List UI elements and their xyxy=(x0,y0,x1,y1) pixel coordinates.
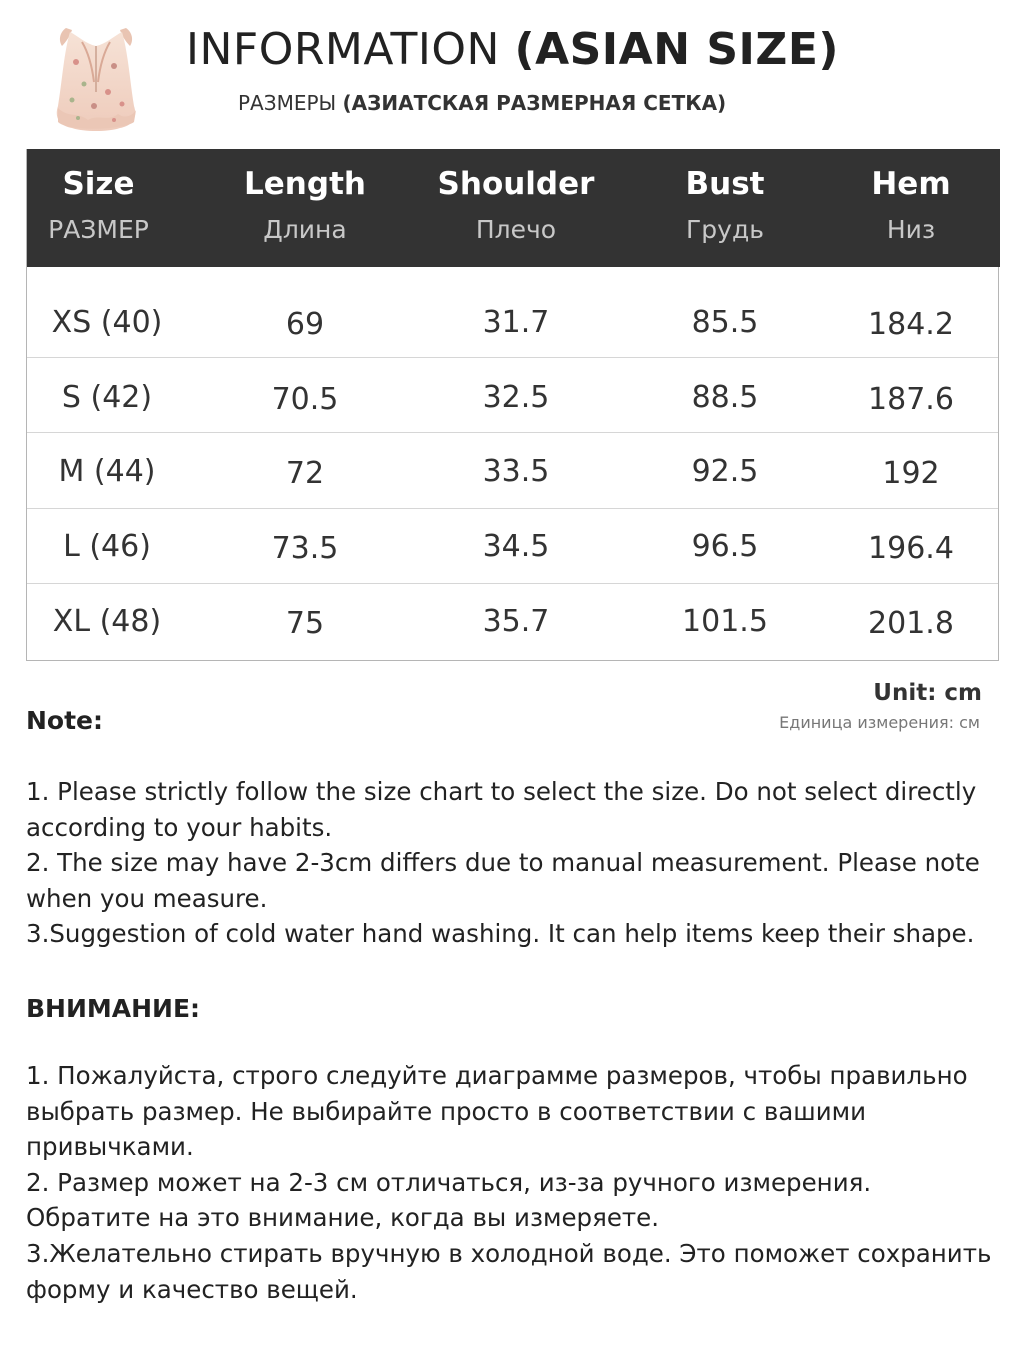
unit-label-ru: Единица измерения: см xyxy=(779,713,980,732)
shoulder-cell: 35.7 xyxy=(482,604,550,639)
shoulder-cell: 32.5 xyxy=(482,380,550,415)
size-cell: S (42) xyxy=(61,380,153,415)
note-text xyxy=(26,774,1001,952)
note-line: 1. Пожалуйста, строго следуйте диаграмме размеров, чтобы правильно xyxy=(26,1061,968,1090)
hem-cell: 196.4 xyxy=(868,531,954,566)
length-cell: 73.5 xyxy=(271,531,339,566)
table-row xyxy=(27,283,998,358)
note-line: 3.Suggestion of cold water hand washing. It can help items keep their shape. xyxy=(26,919,975,949)
table-row xyxy=(27,432,998,507)
page-subtitle-main: РАЗМЕРЫ xyxy=(238,91,337,115)
size-cell: L (46) xyxy=(63,529,151,564)
note-line: форму и качество вещей. xyxy=(26,1274,358,1304)
size-cell: XS (40) xyxy=(51,305,163,340)
bust-cell: 85.5 xyxy=(691,305,759,340)
bust-cell: 92.5 xyxy=(691,454,759,489)
column-header-length xyxy=(205,149,405,267)
column-header-size xyxy=(27,149,170,267)
table-row xyxy=(27,508,998,583)
column-header-label-ru: РАЗМЕР xyxy=(48,215,149,244)
note-line: 2. Размер может на 2-3 см отличаться, из-за ручного измерения. xyxy=(26,1167,872,1197)
table-header xyxy=(27,149,1000,267)
column-header-label-ru: Грудь xyxy=(686,215,764,244)
length-cell: 69 xyxy=(285,307,325,342)
page-title-main: INFORMATION xyxy=(186,24,500,75)
note-heading-ru: ВНИМАНИЕ: xyxy=(26,994,201,1023)
bust-cell: 96.5 xyxy=(691,529,759,564)
size-cell: M (44) xyxy=(58,454,156,489)
note-heading: Note: xyxy=(26,706,104,735)
note-line: when you measure. xyxy=(26,883,268,913)
shoulder-cell: 33.5 xyxy=(482,454,550,489)
length-cell: 72 xyxy=(285,456,325,491)
column-header-bust xyxy=(625,149,825,267)
length-cell: 75 xyxy=(285,606,325,641)
table-row xyxy=(27,583,998,658)
page-subtitle xyxy=(238,91,726,115)
hem-cell: 192 xyxy=(882,456,940,491)
column-header-label: Length xyxy=(244,166,366,202)
hem-cell: 187.6 xyxy=(868,382,954,417)
shoulder-cell: 34.5 xyxy=(482,529,550,564)
column-header-label: Hem xyxy=(871,166,951,202)
note-line: 3.Желательно стирать вручную в холодной воде. Это поможет сохранить xyxy=(26,1238,992,1268)
note-line: Обратите на это внимание, когда вы измеряете. xyxy=(26,1203,660,1233)
bust-cell: 88.5 xyxy=(691,380,759,415)
column-header-label: Bust xyxy=(685,166,765,202)
note-line: 1. Please strictly follow the size chart to select the size. Do not select directly xyxy=(26,777,977,806)
note-text-ru xyxy=(26,1058,1001,1307)
column-header-label: Shoulder xyxy=(437,166,595,202)
page-title-size-system: (ASIAN SIZE) xyxy=(514,24,840,75)
product-thumbnail-image xyxy=(48,22,144,134)
table-row xyxy=(27,357,998,432)
length-cell: 70.5 xyxy=(271,382,339,417)
note-line: привычками. xyxy=(26,1132,194,1162)
column-header-hem xyxy=(811,149,1011,267)
size-cell: XL (48) xyxy=(52,604,162,639)
hem-cell: 201.8 xyxy=(868,606,954,641)
page-subtitle-size-system: (АЗИАТСКАЯ РАЗМЕРНАЯ СЕТКА) xyxy=(342,91,727,115)
column-header-label-ru: Низ xyxy=(886,215,936,244)
note-line: 2. The size may have 2-3cm differs due to manual measurement. Please note xyxy=(26,848,980,878)
note-line: выбрать размер. Не выбирайте просто в соответствии с вашими xyxy=(26,1096,867,1126)
shoulder-cell: 31.7 xyxy=(482,305,550,340)
column-header-label: Size xyxy=(62,166,135,202)
hem-cell: 184.2 xyxy=(868,307,954,342)
column-header-label-ru: Длина xyxy=(263,215,347,244)
note-line: according to your habits. xyxy=(26,812,333,842)
size-table xyxy=(26,149,999,661)
column-header-label-ru: Плечо xyxy=(475,215,557,244)
page-title xyxy=(186,24,839,75)
unit-label: Unit: cm xyxy=(873,680,982,706)
column-header-shoulder xyxy=(416,149,616,267)
bust-cell: 101.5 xyxy=(682,604,768,639)
